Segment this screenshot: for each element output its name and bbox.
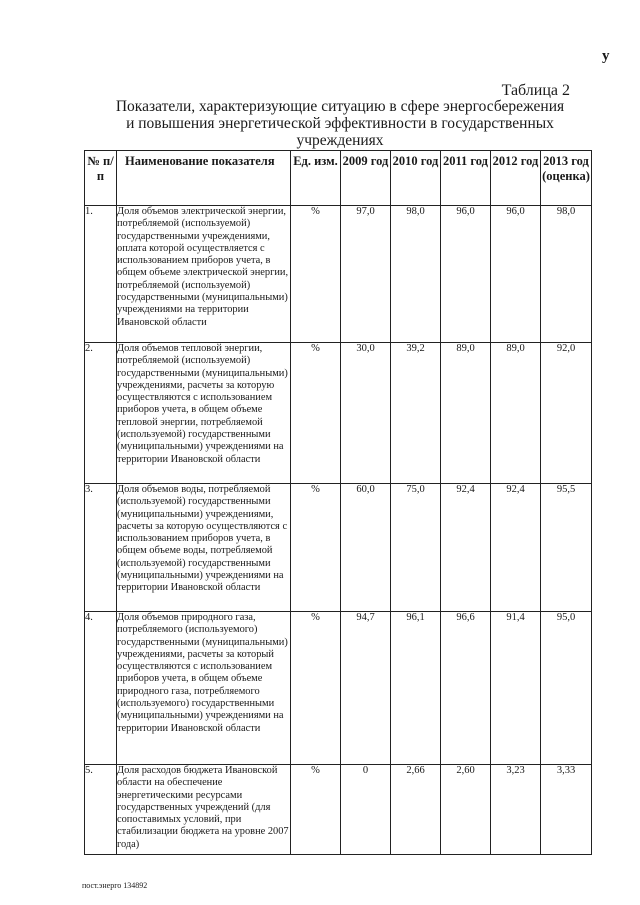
header-unit: Ед. изм.	[291, 151, 341, 206]
value-2013: 95,5	[541, 484, 592, 612]
header-2013: 2013 год (оценка)	[541, 151, 592, 206]
value-2009: 30,0	[341, 343, 391, 484]
value-2013: 92,0	[541, 343, 592, 484]
table-row	[85, 343, 592, 484]
table-row	[85, 612, 592, 765]
table-row	[85, 765, 592, 855]
header-name: Наименование показателя	[117, 151, 291, 206]
value-2011: 2,60	[441, 765, 491, 855]
unit-cell: %	[291, 484, 341, 612]
value-2009: 94,7	[341, 612, 391, 765]
table-row	[85, 206, 592, 343]
header-2012: 2012 год	[491, 151, 541, 206]
header-2009: 2009 год	[341, 151, 391, 206]
page-corner-mark: у	[602, 48, 610, 64]
value-2013: 95,0	[541, 612, 592, 765]
unit-cell: %	[291, 765, 341, 855]
value-2010: 96,1	[391, 612, 441, 765]
value-2010: 98,0	[391, 206, 441, 343]
row-number: 2.	[85, 343, 117, 484]
value-2011: 89,0	[441, 343, 491, 484]
indicator-name: Доля объемов тепловой энергии, потребляемой (используемой) государственными (муниципальными) учреждениями, расчеты за которую осуществляются с использованием приборов учета, в общем объеме тепловой энергии, потребляемой (используемой) государственными (муниципальными) учреждениями на территории Ивановской области	[117, 343, 291, 484]
document-title: Показатели, характеризующие ситуацию в сфере энергосбережения и повышения энергетической эффективности в государственных учреждениях	[115, 98, 565, 149]
value-2012: 92,4	[491, 484, 541, 612]
indicator-name: Доля расходов бюджета Ивановской области на обеспечение энергетическими ресурсами государственных учреждений (для сопоставимых условий, при стабилизации бюджета на уровне 2007 года)	[117, 765, 291, 855]
value-2012: 3,23	[491, 765, 541, 855]
table-row	[85, 484, 592, 612]
value-2012: 96,0	[491, 206, 541, 343]
header-2010: 2010 год	[391, 151, 441, 206]
header-2011: 2011 год	[441, 151, 491, 206]
table-number-label: Таблица 2	[501, 82, 570, 99]
indicator-name: Доля объемов природного газа, потребляемого (используемого) государственными (муниципальными) учреждениями, расчеты за который осуществляются с использованием приборов учета, в общем объеме природного газа, потребляемого (используемого) государственными (муниципальными) учреждениями на территории Ивановской области	[117, 612, 291, 765]
row-number: 3.	[85, 484, 117, 612]
value-2011: 92,4	[441, 484, 491, 612]
footer-document-code: пост.энерго 134892	[82, 881, 148, 890]
unit-cell: %	[291, 206, 341, 343]
row-number: 4.	[85, 612, 117, 765]
indicator-name: Доля объемов электрической энергии, потребляемой (используемой) государственными учреждениями, оплата которой осуществляется с использованием приборов учета, в общем объеме электрической энергии, потребляемой (используемой) государственными (муниципальными) учреждениями на территории Ивановской области	[117, 206, 291, 343]
indicator-name: Доля объемов воды, потребляемой (используемой) государственными (муниципальными) учреждениями, расчеты за которую осуществляются с использованием приборов учета, в общем объеме воды, потребляемой (используемой) государственными (муниципальными) учреждениями на территории Ивановской области	[117, 484, 291, 612]
value-2009: 0	[341, 765, 391, 855]
value-2012: 91,4	[491, 612, 541, 765]
value-2009: 97,0	[341, 206, 391, 343]
value-2010: 2,66	[391, 765, 441, 855]
value-2013: 98,0	[541, 206, 592, 343]
value-2012: 89,0	[491, 343, 541, 484]
value-2009: 60,0	[341, 484, 391, 612]
value-2010: 75,0	[391, 484, 441, 612]
unit-cell: %	[291, 612, 341, 765]
value-2011: 96,0	[441, 206, 491, 343]
value-2013: 3,33	[541, 765, 592, 855]
unit-cell: %	[291, 343, 341, 484]
row-number: 5.	[85, 765, 117, 855]
value-2011: 96,6	[441, 612, 491, 765]
row-number: 1.	[85, 206, 117, 343]
value-2010: 39,2	[391, 343, 441, 484]
table-header-row	[85, 151, 592, 206]
indicators-table	[84, 150, 592, 855]
header-num: № п/п	[85, 151, 117, 206]
